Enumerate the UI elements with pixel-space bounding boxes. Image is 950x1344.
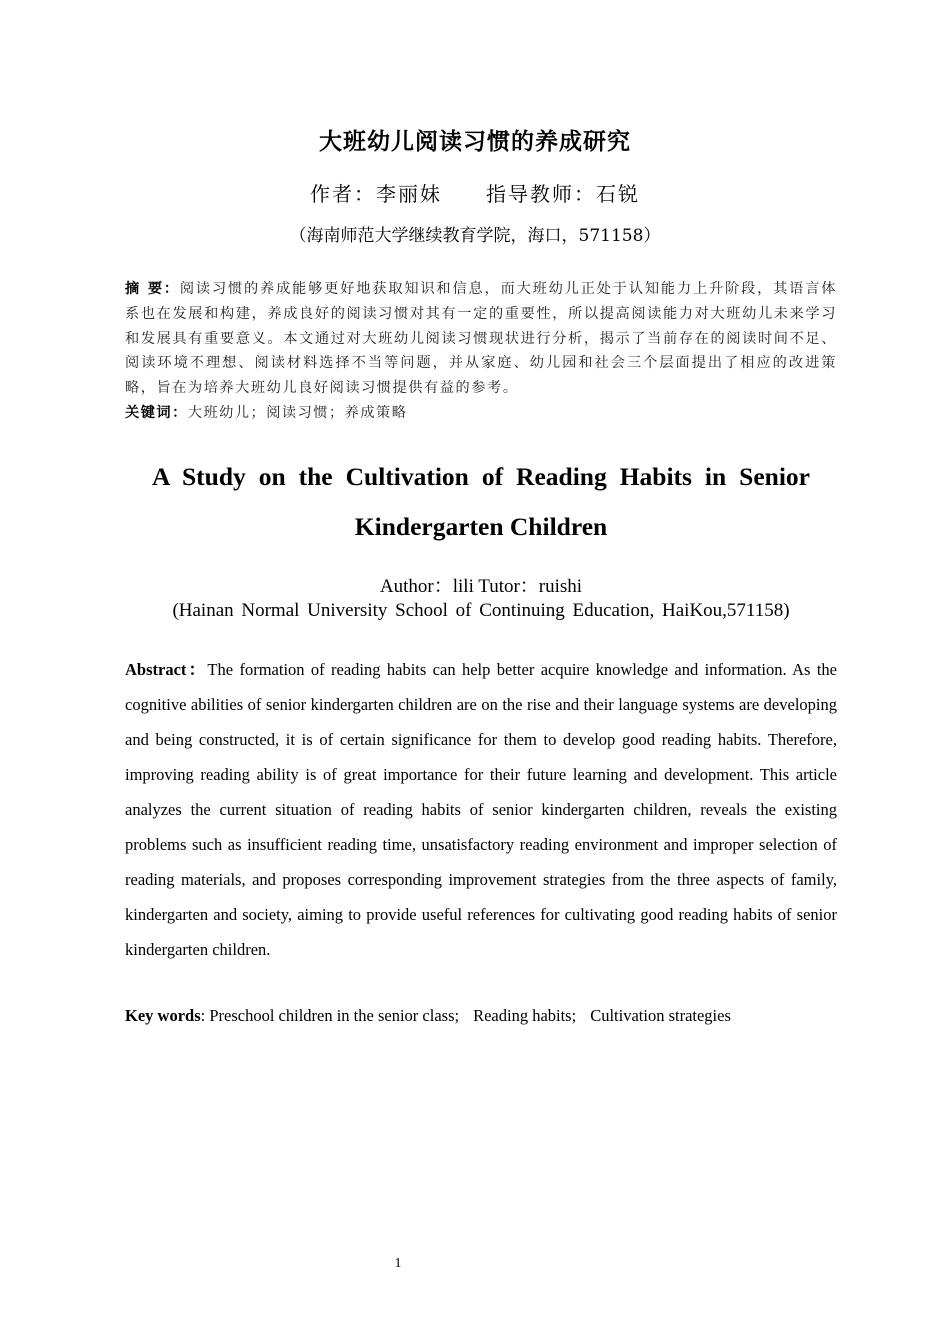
chinese-abstract-text: 阅读习惯的养成能够更好地获取知识和信息，而大班幼儿正处于认知能力上升阶段，其语言体系也在发展和构建，养成良好的阅读习惯对其有一定的重要性，所以提高阅读能力对大班幼儿未来学习和发展具有重要意义。本文通过对大班幼儿阅读习惯现状进行分析，揭示了当前存在的阅读时间不足、阅读环境不理想、阅读材料选择不当等问题，并从家庭、幼儿园和社会三个层面提出了相应的改进策略，旨在为培养大班幼儿良好阅读习惯提供有益的参考。 — [125, 281, 837, 397]
chinese-abstract — [125, 277, 837, 401]
english-abstract-text: The formation of reading habits can help better acquire knowledge and information. As the cognitive abilities of senior kindergarten children are on the rise and their language systems are developing and being constructed, it is of certain significance for them to develop good reading habits. Therefore, improving reading ability is of great importance for their future learning and development. This article analyzes the current situation of reading habits of senior kindergarten children, reveals the existing problems such as insufficient reading time, unsatisfactory reading environment and improper selection of reading materials, and proposes corresponding improvement strategies from the three aspects of family, kindergarten and society, aiming to provide useful references for cultivating good reading habits of senior kindergarten children. — [125, 660, 837, 959]
chinese-author-line — [0, 178, 950, 207]
english-abstract — [125, 652, 837, 967]
english-authors: Author：lili Tutor：ruishi — [379, 576, 583, 597]
chinese-keywords-label: 关键词： — [125, 405, 188, 421]
english-keyword: Preschool children in the senior class; — [209, 1006, 460, 1025]
chinese-title: 大班幼儿阅读习惯的养成研究 — [319, 128, 631, 155]
english-affiliation: (Hainan Normal University School of Continuing Education, HaiKou,571158) — [172, 600, 790, 621]
chinese-tutor: 指导教师：石锐 — [486, 182, 640, 206]
english-keywords — [125, 1004, 837, 1028]
english-keywords-separator: : — [200, 1006, 210, 1025]
chinese-keywords — [125, 401, 837, 425]
english-keywords-label: Key words — [125, 1006, 201, 1025]
english-keyword: Cultivation strategies — [590, 1006, 731, 1025]
page-number: 1 — [394, 1256, 402, 1271]
english-abstract-label: Abstract： — [125, 660, 208, 679]
english-keyword: Reading habits; — [473, 1006, 577, 1025]
chinese-keywords-text: 大班幼儿；阅读习惯；养成策略 — [187, 405, 408, 421]
english-title: A Study on the Cultivation of Reading Habits in Senior Kindergarten Children — [152, 462, 810, 541]
chinese-author: 作者：李丽妹 — [310, 182, 442, 206]
chinese-abstract-label: 摘 要： — [125, 281, 180, 297]
chinese-affiliation: （海南师范大学继续教育学院，海口，571158） — [289, 226, 661, 246]
